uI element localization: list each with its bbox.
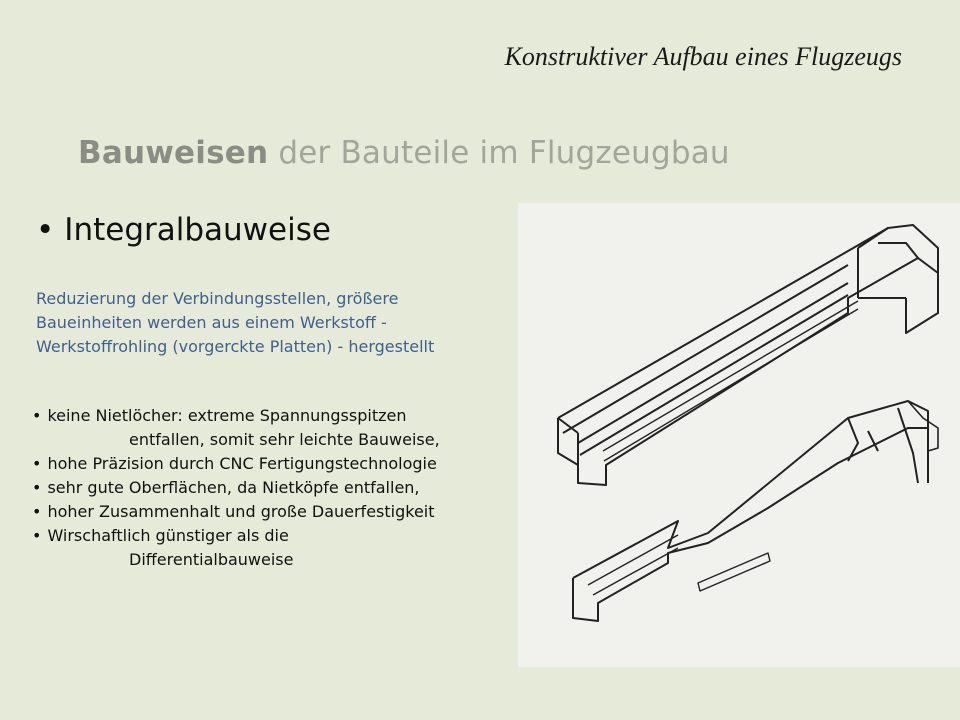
intro-line: Reduzierung der Verbindungsstellen, größere — [36, 289, 399, 308]
advantages-list — [32, 404, 522, 572]
intro-text — [36, 287, 516, 359]
main-bullet — [36, 212, 331, 248]
upper-part-outline — [578, 258, 938, 485]
subtitle-emphasis: Bauweisen — [78, 135, 269, 171]
main-bullet-label: Integralbauweise — [64, 212, 331, 248]
intro-line: Werkstoffrohling (vorgerckte Platten) - hergestellt — [36, 337, 435, 356]
upper-part-top-edge — [558, 225, 938, 418]
list-item: • hohe Präzision durch CNC Fertigungstechnologie — [32, 452, 522, 476]
subtitle-rest: der Bauteile im Flugzeugbau — [268, 135, 730, 171]
integral-parts-drawing — [518, 203, 960, 667]
list-item-continuation: entfallen, somit sehr leichte Bauweise, — [129, 430, 440, 449]
slide-subtitle — [78, 135, 730, 171]
lower-part-outline — [573, 428, 928, 621]
integral-parts-figure — [518, 203, 960, 667]
list-item: • Wirschaftlich günstiger als die — [32, 524, 522, 548]
intro-line: Baueinheiten werden aus einem Werkstoff - — [36, 313, 387, 332]
upper-part-rib-lines — [603, 301, 858, 461]
list-item: • hoher Zusammenhalt und große Dauerfestigkeit — [32, 500, 522, 524]
bullet-dot-icon: • — [36, 212, 55, 248]
header-title: Konstruktiver Aufbau eines Flugzeugs — [504, 42, 902, 71]
lower-part-rib — [698, 553, 770, 591]
upper-part-inner-flange — [563, 265, 848, 455]
list-item: • keine Nietlöcher: extreme Spannungsspitzen — [32, 404, 522, 428]
lower-part-frame — [848, 408, 918, 483]
list-item: • sehr gute Oberflächen, da Nietköpfe entfallen, — [32, 476, 522, 500]
list-item-continuation: Differentialbauweise — [129, 550, 294, 569]
